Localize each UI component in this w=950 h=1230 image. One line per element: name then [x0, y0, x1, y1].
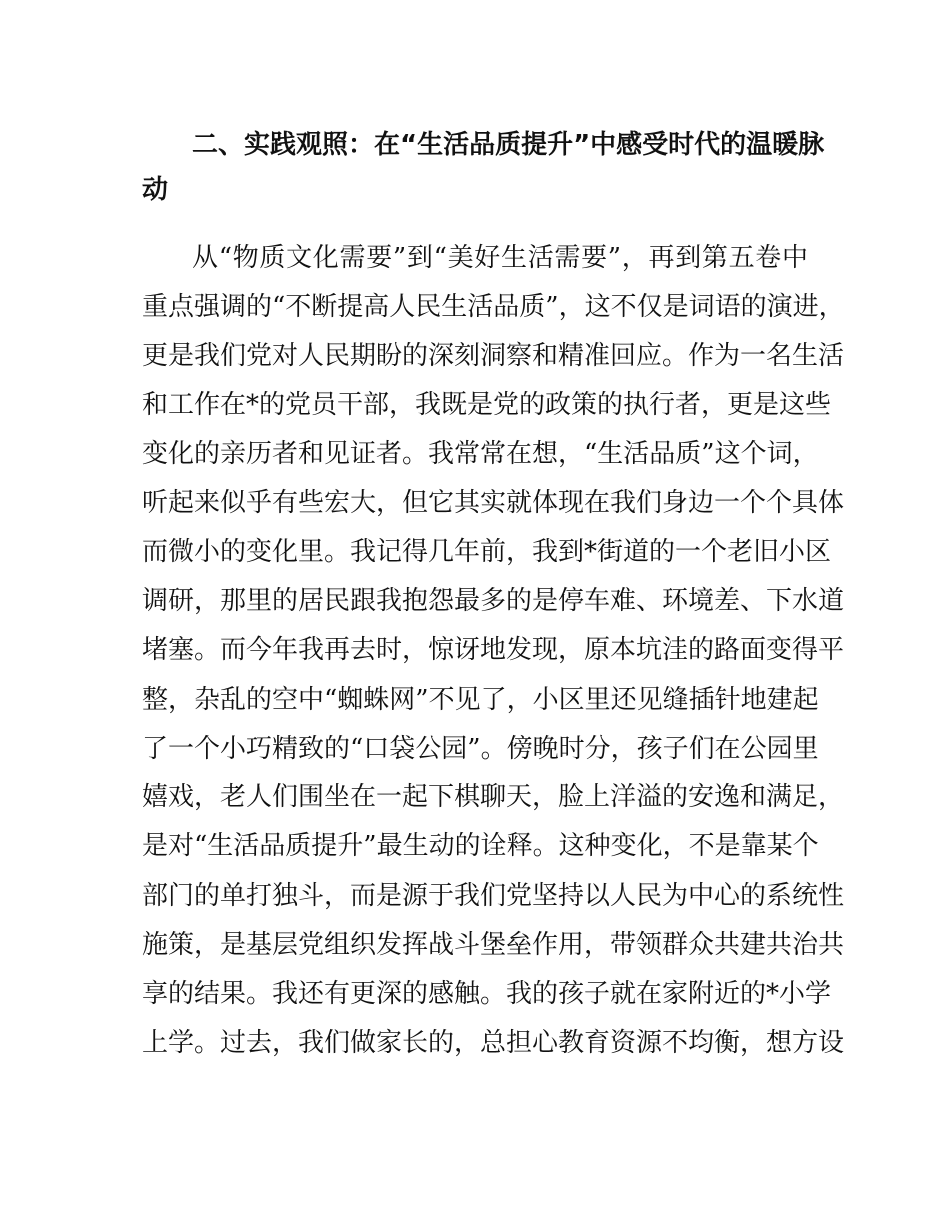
paragraph-line: 重点强调的“不断提高人民生活品质”，这不仅是词语的演进，: [142, 292, 845, 322]
paragraph-line: 从“物质文化需要”到“美好生活需要”，再到第五卷中: [192, 243, 808, 273]
paragraph-line: 而微小的变化里。我记得几年前，我到*街道的一个老旧小区: [142, 537, 832, 567]
section-heading-line-1: 二、实践观照：在“生活品质提升”中感受时代的温暖脉: [192, 130, 825, 160]
paragraph-line: 调研，那里的居民跟我抱怨最多的是停车难、环境差、下水道: [142, 586, 845, 616]
paragraph-line: 是对“生活品质提升”最生动的诠释。这种变化，不是靠某个: [142, 831, 819, 861]
paragraph-line: 部门的单打独斗，而是源于我们党坚持以人民为中心的系统性: [142, 881, 845, 911]
paragraph-line: 和工作在*的党员干部，我既是党的政策的执行者，更是这些: [142, 390, 832, 420]
section-heading-line-2: 动: [142, 175, 169, 205]
paragraph-line: 堵塞。而今年我再去时，惊讶地发现，原本坑洼的路面变得平: [142, 635, 845, 665]
paragraph-line: 施策，是基层党组织发挥战斗堡垒作用，带领群众共建共治共: [142, 930, 845, 960]
paragraph-line: 听起来似乎有些宏大，但它其实就体现在我们身边一个个具体: [142, 488, 845, 518]
paragraph-line: 了一个小巧精致的“口袋公园”。傍晚时分，孩子们在公园里: [142, 734, 819, 764]
paragraph-line: 嬉戏，老人们围坐在一起下棋聊天，脸上洋溢的安逸和满足，: [142, 782, 845, 812]
paragraph-line: 变化的亲历者和见证者。我常常在想，“生活品质”这个词，: [142, 439, 819, 469]
paragraph-line: 享的结果。我还有更深的感触。我的孩子就在家附近的*小学: [142, 979, 832, 1009]
paragraph-line: 更是我们党对人民期盼的深刻洞察和精准回应。作为一名生活: [142, 341, 845, 371]
paragraph-line: 整，杂乱的空中“蜘蛛网”不见了，小区里还见缝插针地建起: [142, 685, 819, 715]
paragraph-line: 上学。过去，我们做家长的，总担心教育资源不均衡，想方设: [142, 1028, 845, 1058]
